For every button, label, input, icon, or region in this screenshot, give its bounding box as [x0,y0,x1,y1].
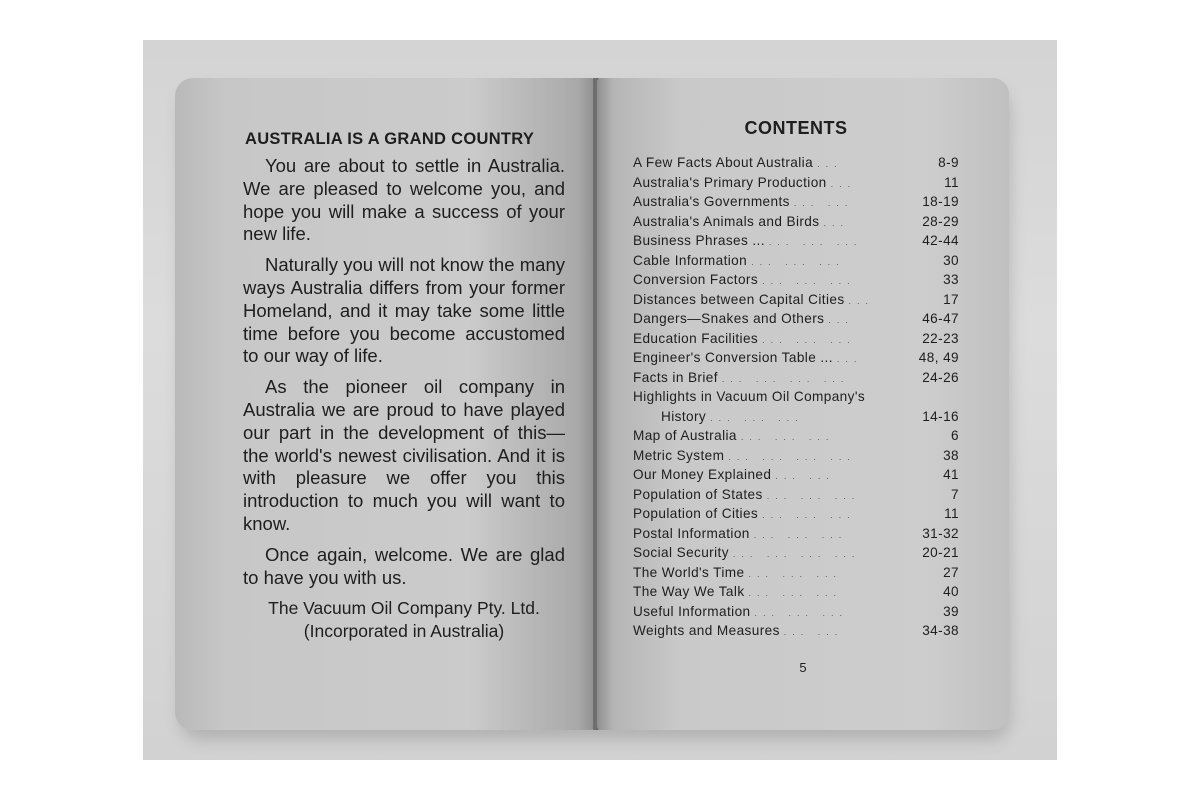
contents-entry-leader: ... ... ... [754,607,849,618]
contents-entry-leader: ... ... ... ... [728,451,856,462]
contents-entry-page: 8-9 [938,155,959,170]
contents-entry-leader: ... ... ... [762,334,856,345]
contents-entry [633,487,959,507]
contents-entry-title: Engineer's Conversion Table ... [633,350,833,365]
contents-entry-title: History [661,408,707,424]
contents-entry-leader: ... ... ... [740,432,835,442]
contents-entry-title: Australia's Governments [633,194,790,209]
right-page [597,78,1009,730]
contents-entry [633,370,959,390]
contents-entry-leader: ... ... ... ... [732,549,861,559]
homeland-paragraph: Naturally you will not know the many ways Australia differs from your former Homeland, and it may take some little time before you become accustomed to our way of life. [243,254,565,367]
contents-entry-title: Conversion Factors [633,272,759,287]
contents-entry [633,467,959,487]
closing-paragraph: Once again, welcome. We are glad to have you with us. [243,543,565,588]
contents-entry-title: Useful Information [633,603,751,619]
contents-entry-leader: ... ... ... ... [721,373,850,384]
page-number: 5 [799,660,807,675]
contents-entry [633,253,959,273]
contents-entry-title: A Few Facts About Australia [633,155,814,170]
contents-entry-title: Metric System [633,447,725,463]
contents-entry [633,311,959,331]
contents-entry [633,331,959,351]
contents-entry-title: Cable Information [633,252,748,268]
contents-entry-title: Facts in Brief [633,369,718,385]
contents-entry-title: Distances between Capital Cities [633,291,845,307]
contents-entry [633,506,959,526]
contents-entry-title: Weights and Measures [633,623,780,638]
contents-entry-page: 18-19 [922,194,959,209]
contents-entry [633,526,959,546]
contents-entry-leader: ... ... [783,627,844,637]
contents-entry-page: 39 [943,603,959,619]
contents-entry-title: Social Security [633,545,729,560]
contents-entry-leader: ... [817,159,843,169]
contents-entry [633,409,959,429]
contents-entry-leader: ... ... ... [753,529,848,540]
welcome-paragraph: You are about to settle in Australia. We are pleased to welcome you, and hope you will make a success of your new life. [243,155,565,245]
contents-entry-leader: ... ... ... [710,412,804,423]
contents-entry-page: 40 [943,584,959,599]
contents-entry-page: 11 [944,174,959,190]
contents-entry-leader: ... ... ... [748,588,843,598]
contents-entry-page: 24-26 [922,369,959,385]
contents-entry [633,545,959,565]
contents-list [633,155,959,643]
company-signature: The Vacuum Oil Company Pty. Ltd. [268,598,540,619]
contents-entry-page: 31-32 [922,525,959,541]
contents-entry [633,604,959,624]
contents-entry-page: 30 [943,252,959,268]
contents-entry [633,194,959,214]
contents-entry-title: Business Phrases ... [633,233,765,248]
contents-entry-page: 20-21 [922,545,959,560]
contents-entry [633,155,959,175]
contents-entry-title: The World's Time [633,564,745,580]
contents-entry-title: Our Money Explained [633,467,772,482]
company-incorporation: (Incorporated in Australia) [303,621,505,642]
left-page [175,78,595,730]
contents-entry-page: 48, 49 [918,350,959,365]
contents-entry-leader: ... ... ... [762,510,856,520]
contents-entry-title: Map of Australia [633,428,737,443]
contents-entry-title: Dangers—Snakes and Others [633,311,825,326]
contents-entry-page: 11 [944,506,959,521]
contents-heading: CONTENTS [744,118,848,138]
contents-entry [633,565,959,585]
contents-entry-leader: ... ... ... [751,256,845,267]
contents-entry-page: 28-29 [922,213,959,229]
contents-entry [633,175,959,195]
contents-entry-page: 17 [943,291,959,307]
contents-entry-page: 38 [943,447,959,463]
contents-entry [633,233,959,253]
contents-entry-leader: ... [848,295,875,306]
contents-entry [633,389,959,409]
contents-entry [633,350,959,370]
contents-entry-page: 14-16 [922,408,959,424]
contents-entry-leader: ... [836,354,863,364]
contents-entry-page: 6 [951,428,959,443]
contents-entry [633,214,959,234]
contents-entry-leader: ... ... ... [748,568,842,579]
contents-entry [633,623,959,643]
contents-entry-leader: ... ... [793,198,854,208]
contents-entry-page: 42-44 [922,233,959,248]
contents-entry-page: 46-47 [922,311,959,326]
contents-entry-title: Population of States [633,486,763,502]
contents-entry [633,292,959,312]
contents-entry-title: Education Facilities [633,330,759,346]
contents-entry-leader: ... [823,217,849,228]
contents-entry-title: Australia's Primary Production [633,174,827,190]
contents-entry-page: 7 [951,486,959,502]
contents-entry-page: 22-23 [922,330,959,346]
contents-entry-title: The Way We Talk [633,584,745,599]
contents-entry-leader: ... ... ... [768,237,863,247]
left-page-heading: AUSTRALIA IS A GRAND COUNTRY [245,130,535,148]
contents-entry-page: 33 [943,272,959,287]
contents-entry-leader: ... [828,315,854,325]
contents-entry [633,428,959,448]
contents-entry-leader: ... [830,178,857,189]
contents-entry-leader: ... ... ... [766,490,861,501]
contents-entry-title: Highlights in Vacuum Oil Company's [633,389,866,404]
contents-entry-page: 41 [943,467,959,482]
contents-entry [633,272,959,292]
contents-entry-title: Postal Information [633,525,750,541]
contents-entry-title: Population of Cities [633,506,759,521]
contents-entry-title: Australia's Animals and Birds [633,213,820,229]
contents-entry [633,584,959,604]
contents-entry-page: 27 [943,564,959,580]
contents-entry-leader: ... ... [775,471,835,481]
contents-entry [633,448,959,468]
pioneer-paragraph: As the pioneer oil company in Australia we are proud to have played our part in the development of this—the world's newest civilisation. And it is with pleasure we offer you this introduction to much you will want to know. [243,376,565,534]
contents-entry-page: 34-38 [922,623,959,638]
contents-entry-leader: ... ... ... [762,276,856,286]
